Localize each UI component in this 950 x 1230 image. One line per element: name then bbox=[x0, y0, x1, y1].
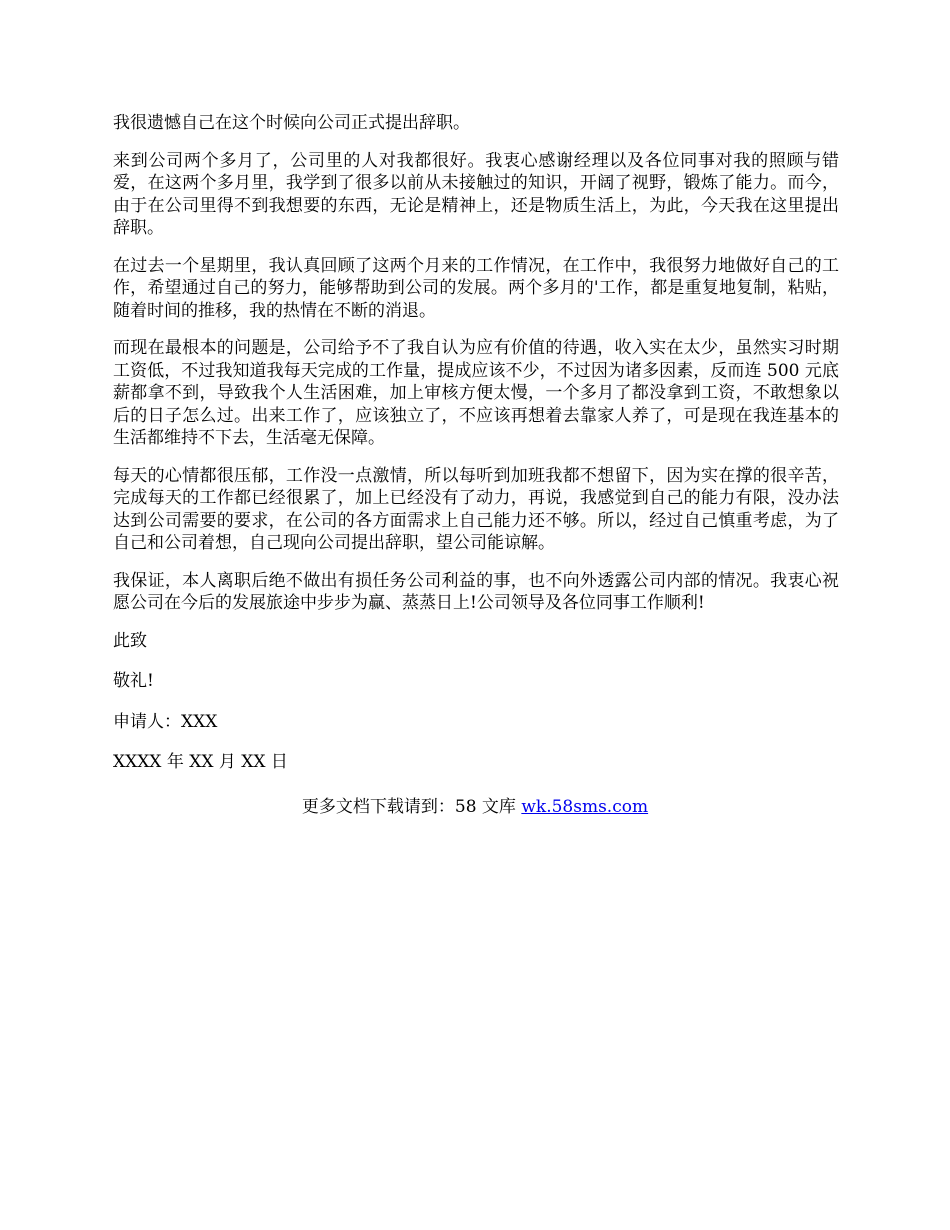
footer-link[interactable]: wk.58sms.com bbox=[521, 797, 649, 817]
letter-paragraph-4: 而现在最根本的问题是，公司给予不了我自认为应有价值的待遇，收入实在太少，虽然实习时期工资低，不过我知道我每天完成的工作量，提成应该不少，不过因为诸多因素，反而连 500 元底薪都拿不到，导致我个人生活困难，加上审核方便太慢，一个多月了都没拿到工资，不敢想象以后的日子怎么过。出来工作了，应该独立了，不应该再想着去靠家人养了，可是现在我连基本的生活都维持不下去，生活毫无保障。 bbox=[113, 338, 839, 448]
letter-closing: 此致 bbox=[113, 630, 147, 651]
letter-paragraph-5: 每天的心情都很压郁，工作没一点激情，所以每听到加班我都不想留下，因为实在撑的很辛苦，完成每天的工作都已经很累了，加上已经没有了动力，再说，我感觉到自己的能力有限，没办法达到公司需要的要求，在公司的各方面需求上自己能力还不够。所以，经过自己慎重考虑，为了自己和公司着想，自己现向公司提出辞职，望公司能谅解。 bbox=[113, 465, 839, 553]
letter-applicant: 申请人：XXX bbox=[113, 711, 218, 732]
letter-paragraph-3: 在过去一个星期里，我认真回顾了这两个月来的工作情况，在工作中，我很努力地做好自己的工作，希望通过自己的努力，能够帮助到公司的发展。两个多月的'工作，都是重复地复制，粘贴，随着时间的推移，我的热情在不断的消退。 bbox=[113, 255, 839, 321]
letter-date: XXXX 年 XX 月 XX 日 bbox=[113, 752, 288, 772]
letter-paragraph-6: 我保证，本人离职后绝不做出有损任务公司利益的事，也不向外透露公司内部的情况。我衷心祝愿公司在今后的发展旅途中步步为赢、蒸蒸日上!公司领导及各位同事工作顺利! bbox=[113, 570, 839, 613]
download-footer bbox=[0, 796, 950, 818]
letter-body bbox=[113, 112, 839, 792]
letter-paragraph-1: 我很遗憾自己在这个时候向公司正式提出辞职。 bbox=[113, 113, 470, 133]
footer-text: 更多文档下载请到：58 文库 bbox=[301, 797, 522, 817]
letter-salutation: 敬礼! bbox=[113, 671, 154, 691]
letter-paragraph-2: 来到公司两个多月了，公司里的人对我都很好。我衷心感谢经理以及各位同事对我的照顾与错爱，在这两个多月里，我学到了很多以前从未接触过的知识，开阔了视野，锻炼了能力。而今，由于在公司里得不到我想要的东西，无论是精神上，还是物质生活上，为此，今天我在这里提出辞职。 bbox=[113, 150, 839, 238]
